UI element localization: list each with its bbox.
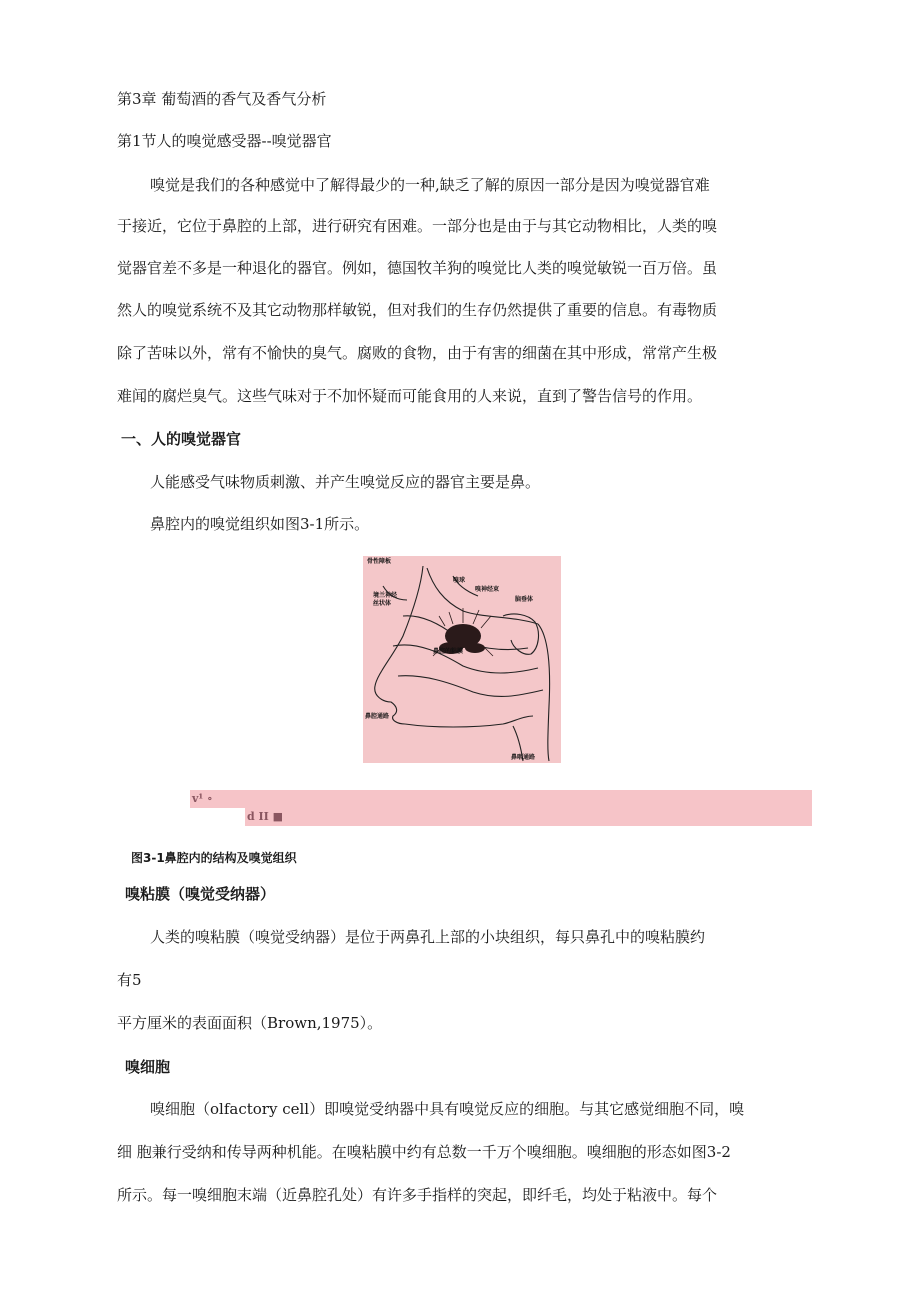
paragraph-mucosa: 有5 xyxy=(117,971,142,989)
intro-line: 然人的嗅觉系统不及其它动物那样敏锐，但对我们的生存仍然提供了重要的信息。有毒物质 xyxy=(117,301,718,319)
intro-line: 觉器官差不多是一种退化的器官。例如，德国牧羊狗的嗅觉比人类的嗅觉敏锐一百万倍。虽 xyxy=(117,259,718,277)
figure-label: 境兰神经 xyxy=(373,592,398,599)
figure-label: 丝状体 xyxy=(373,600,392,607)
artifact-bar xyxy=(190,790,812,808)
artifact-bar xyxy=(245,808,812,826)
nasal-cavity-drawing xyxy=(363,556,561,763)
artifact-text: d II ■ xyxy=(247,810,284,823)
intro-line: 于接近，它位于鼻腔的上部，进行研究有困难。一部分也是由于与其它动物相比，人类的嗅 xyxy=(117,217,718,235)
artifact-text: v¹ ∘ xyxy=(192,792,213,805)
figure-label: 鼻腔的粘膜 xyxy=(433,648,464,655)
figure-label: 鼻腔通路 xyxy=(365,713,390,720)
paragraph-mucosa: 平方厘米的表面面积（Brown,1975）。 xyxy=(117,1014,383,1032)
figure-label: 脑垂体 xyxy=(515,596,534,603)
paragraph-mucosa: 人类的嗅粘膜（嗅觉受纳器）是位于两鼻孔上部的小块组织，每只鼻孔中的嗅粘膜约 xyxy=(150,928,706,946)
nasal-cavity-figure xyxy=(363,556,561,763)
section-title: 第1节人的嗅觉感受器--嗅觉器官 xyxy=(117,132,332,150)
paragraph-organ-1: 人能感受气味物质刺激、并产生嗅觉反应的器官主要是鼻。 xyxy=(150,473,541,491)
heading-mucosa: 嗅粘膜（嗅觉受纳器） xyxy=(125,885,276,903)
paragraph-organ-2: 鼻腔内的嗅觉组织如图3-1所示。 xyxy=(150,515,370,533)
intro-line: 难闻的腐烂臭气。这些气味对于不加怀疑而可能食用的人来说，直到了警告信号的作用。 xyxy=(117,387,703,405)
figure-label: 鼻咽通路 xyxy=(511,754,536,761)
figure-label: 嗅球 xyxy=(453,577,466,584)
figure-label: 嗅神经束 xyxy=(475,586,500,593)
chapter-title: 第3章 葡萄酒的香气及香气分析 xyxy=(117,90,327,108)
intro-line: 嗅觉是我们的各种感觉中了解得最少的一种,缺乏了解的原因一部分是因为嗅觉器官难 xyxy=(150,176,710,194)
intro-line: 除了苦味以外，常有不愉快的臭气。腐败的食物，由于有害的细菌在其中形成，常常产生极 xyxy=(117,344,718,362)
cell-line: 嗅细胞（olfactory cell）即嗅觉受纳器中具有嗅觉反应的细胞。与其它感觉细胞不同，嗅 xyxy=(150,1100,745,1118)
heading-cell: 嗅细胞 xyxy=(125,1058,171,1076)
figure-caption: 图3-1鼻腔内的结构及嗅觉组织 xyxy=(131,851,297,865)
heading-olfactory-organ: 一、人的嗅觉器官 xyxy=(121,430,242,448)
cell-line: 所示。每一嗅细胞末端（近鼻腔孔处）有许多手指样的突起，即纤毛，均处于粘液中。每个 xyxy=(117,1186,718,1204)
cell-line: 细 胞兼行受纳和传导两种机能。在嗅粘膜中约有总数一千万个嗅细胞。嗅细胞的形态如图3-2 xyxy=(117,1143,731,1161)
figure-label: 骨性障板 xyxy=(367,558,392,565)
